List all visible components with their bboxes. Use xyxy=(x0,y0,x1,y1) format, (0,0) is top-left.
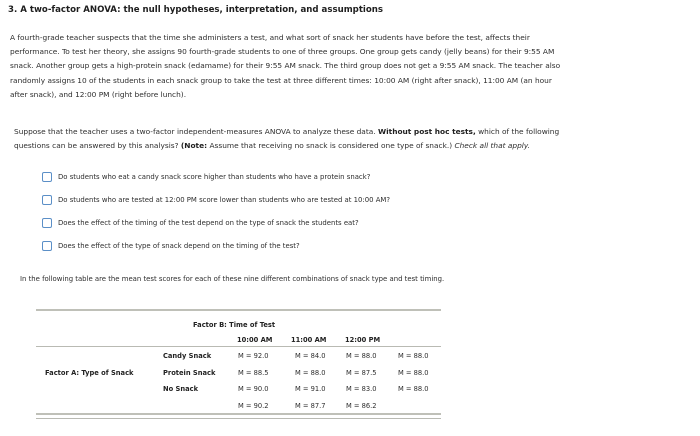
row-marginal-mean: M = 88.0 xyxy=(398,385,429,393)
row-label: No Snack xyxy=(163,385,199,393)
prompt-text: questions can be answered by this analysis? xyxy=(14,141,179,151)
table-bottom-rule xyxy=(36,413,441,415)
cell-mean: M = 88.5 xyxy=(238,369,269,377)
cell-mean: M = 87.5 xyxy=(346,369,377,377)
check-all-instruction: Check all that apply. xyxy=(454,141,530,151)
option-label: Do students who eat a candy snack score higher than students who have a protein snack? xyxy=(58,173,371,181)
column-marginal-mean: M = 90.2 xyxy=(238,402,269,410)
factor-b-label: Factor B: Time of Test xyxy=(193,321,276,329)
table-top-rule xyxy=(36,309,441,311)
row-marginal-mean: M = 88.0 xyxy=(398,352,429,360)
note-label: (Note: xyxy=(180,141,208,151)
prompt-text: which of the following xyxy=(478,127,560,136)
row-label: Candy Snack xyxy=(163,352,212,360)
option-label: Does the effect of the type of snack depend on the timing of the test? xyxy=(58,242,300,250)
paragraph-line: after snack), and 12:00 PM (right before lunch). xyxy=(10,89,187,99)
prompt-emphasis: Without post hoc tests, xyxy=(377,127,476,136)
prompt-text: Suppose that the teacher uses a two-factor independent-measures ANOVA to analyze these data. xyxy=(14,127,376,136)
cell-mean: M = 84.0 xyxy=(295,352,326,360)
option-candy-vs-protein[interactable] xyxy=(42,171,370,183)
paragraph-line: snack. Another group gets a high-protein snack (edamame) for their 9:55 AM snack. The third group does not get a 9:55 AM snack. The teacher also xyxy=(10,61,561,71)
note-text: Assume that receiving no snack is considered one type of snack.) xyxy=(209,141,453,151)
table-intro: In the following table are the mean test scores for each of these nine different combinations of snack type and test timing. xyxy=(20,275,445,283)
column-marginal-mean: M = 87.7 xyxy=(295,402,326,410)
option-label: Does the effect of the timing of the test depend on the type of snack the students eat? xyxy=(58,219,359,227)
paragraph-line: performance. To test her theory, she assigns 90 fourth-grade students to one of three groups. One group gets candy (jelly beans) for their 9:55 AM xyxy=(10,47,555,57)
checkbox[interactable] xyxy=(42,172,52,182)
column-marginal-mean: M = 86.2 xyxy=(346,402,377,410)
row-marginal-mean: M = 88.0 xyxy=(398,369,429,377)
scenario-paragraph xyxy=(10,31,632,102)
cell-mean: M = 88.0 xyxy=(295,369,326,377)
option-label: Do students who are tested at 12:00 PM score lower than students who are tested at 10:00 AM? xyxy=(58,196,391,204)
column-header: 10:00 AM xyxy=(237,336,273,344)
question-prompt xyxy=(14,125,614,153)
checkbox[interactable] xyxy=(42,241,52,251)
paragraph-line: A fourth-grade teacher suspects that the time she administers a test, and what sort of snack her students have before the test, affects their xyxy=(10,33,530,42)
column-header: 12:00 PM xyxy=(345,336,381,344)
cell-mean: M = 92.0 xyxy=(238,352,269,360)
option-noon-vs-ten[interactable] xyxy=(42,194,390,206)
header-rule xyxy=(36,346,441,347)
checkbox[interactable] xyxy=(42,218,52,228)
cell-mean: M = 88.0 xyxy=(346,352,377,360)
factor-a-label: Factor A: Type of Snack xyxy=(45,369,134,377)
option-snack-depends-on-timing[interactable] xyxy=(42,240,300,252)
column-header: 11:00 AM xyxy=(291,336,327,344)
cell-mean: M = 90.0 xyxy=(238,385,269,393)
cell-mean: M = 91.0 xyxy=(295,385,326,393)
row-label: Protein Snack xyxy=(163,369,216,377)
checkbox[interactable] xyxy=(42,195,52,205)
cell-mean: M = 83.0 xyxy=(346,385,377,393)
table-bottom-rule-2 xyxy=(36,418,441,419)
paragraph-line: randomly assigns 10 of the students in each snack group to take the test at three different times: 10:00 AM (right after snack), 11:00 AM (an hour xyxy=(10,75,552,85)
question-title: 3. A two-factor ANOVA: the null hypotheses, interpretation, and assumptions xyxy=(8,5,384,15)
option-timing-depends-on-snack[interactable] xyxy=(42,217,359,229)
